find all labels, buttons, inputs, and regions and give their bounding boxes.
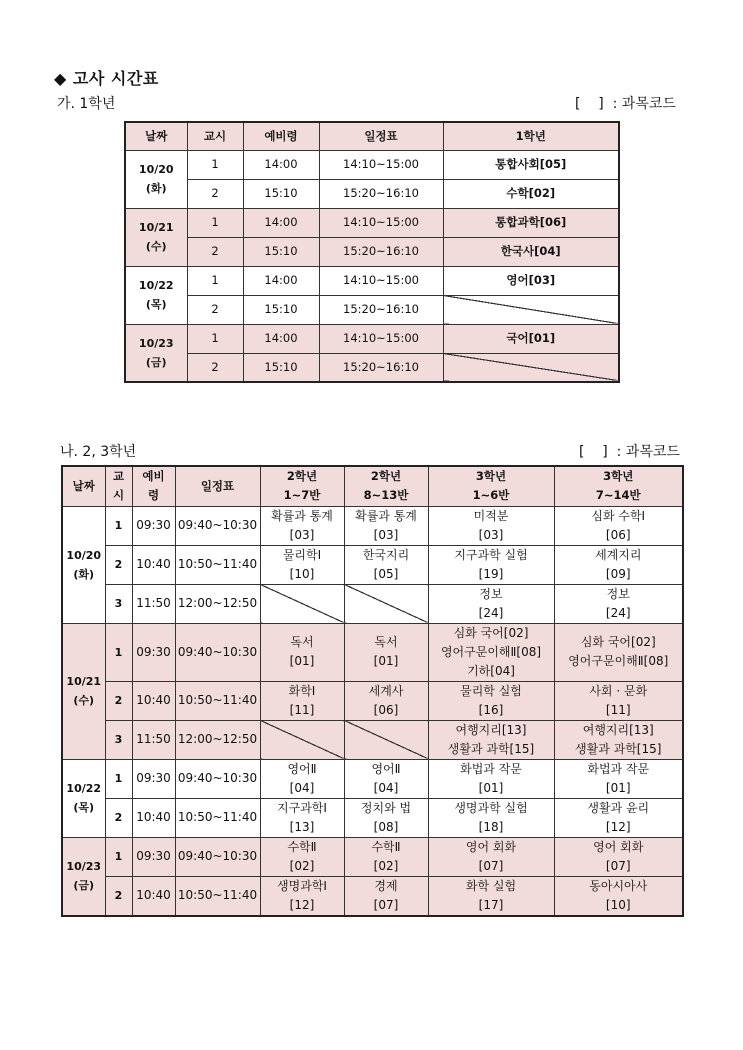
prep-cell: 11:50: [132, 584, 175, 623]
prep-cell: 09:30: [132, 506, 175, 545]
table-row: [62, 837, 683, 876]
date-cell: 10/21 (수): [125, 208, 187, 266]
header-period: 교시: [187, 122, 243, 150]
grade3-class7-14-subject: 영어 회화 [07]: [554, 837, 683, 876]
period-cell: 1: [105, 506, 132, 545]
period-cell: 1: [187, 324, 243, 353]
prep-cell: 15:10: [243, 179, 319, 208]
subject-cell: 수학[02]: [443, 179, 619, 208]
period-cell: 1: [187, 266, 243, 295]
grade3-class1-6-subject: 미적분 [03]: [428, 506, 554, 545]
prep-cell: 10:40: [132, 798, 175, 837]
grade3-class7-14-subject: 심화 수학Ⅰ [06]: [554, 506, 683, 545]
time-cell: 10:50~11:40: [175, 798, 260, 837]
grade3-class1-6-subject: 영어 회화 [07]: [428, 837, 554, 876]
table-row: [62, 506, 683, 545]
time-cell: 10:50~11:40: [175, 876, 260, 916]
table-row: [125, 179, 619, 208]
table-row: [62, 798, 683, 837]
prep-cell: 09:30: [132, 837, 175, 876]
grade3-class1-6-subject: 여행지리[13] 생활과 과학[15]: [428, 720, 554, 759]
grade2-class1-7-subject: 지구과학Ⅰ [13]: [260, 798, 344, 837]
grade2-class1-7-subject: 수학Ⅱ [02]: [260, 837, 344, 876]
grade2-class1-7-subject: 물리학Ⅰ [10]: [260, 545, 344, 584]
table-row: [62, 720, 683, 759]
grade2-class8-13-subject: 경제 [07]: [344, 876, 428, 916]
time-cell: 14:10~15:00: [319, 150, 443, 179]
grade2-class8-13-subject: 수학Ⅱ [02]: [344, 837, 428, 876]
time-cell: 12:00~12:50: [175, 584, 260, 623]
time-cell: 15:20~16:10: [319, 353, 443, 382]
subject-cell: [443, 295, 619, 324]
time-cell: 09:40~10:30: [175, 759, 260, 798]
header-period: 교 시: [105, 466, 132, 506]
period-cell: 1: [187, 150, 243, 179]
grade2-class1-7-subject: 화학Ⅰ [11]: [260, 681, 344, 720]
header-grade1: 1학년: [443, 122, 619, 150]
grade3-class7-14-subject: 사회 · 문화 [11]: [554, 681, 683, 720]
time-cell: 09:40~10:30: [175, 506, 260, 545]
period-cell: 2: [187, 295, 243, 324]
time-cell: 10:50~11:40: [175, 545, 260, 584]
time-cell: 14:10~15:00: [319, 324, 443, 353]
date-cell: 10/23 (금): [62, 837, 105, 916]
table-row: [62, 584, 683, 623]
grade23-heading: 나. 2, 3학년: [60, 444, 137, 460]
subject-cell: 국어[01]: [443, 324, 619, 353]
subject-cell: 통합과학[06]: [443, 208, 619, 237]
grade23-code-note: [ ] : 과목코드: [579, 444, 680, 460]
grade2-class8-13-subject: 세계사 [06]: [344, 681, 428, 720]
grade2-class8-13-subject: 독서 [01]: [344, 623, 428, 681]
time-cell: 14:10~15:00: [319, 266, 443, 295]
prep-cell: 10:40: [132, 876, 175, 916]
period-cell: 1: [187, 208, 243, 237]
grade3-class7-14-subject: 여행지리[13] 생활과 과학[15]: [554, 720, 683, 759]
grade2-class1-7-subject: 독서 [01]: [260, 623, 344, 681]
date-cell: 10/20 (화): [125, 150, 187, 208]
subject-cell: 한국사[04]: [443, 237, 619, 266]
subject-cell: [443, 353, 619, 382]
prep-cell: 09:30: [132, 759, 175, 798]
time-cell: 12:00~12:50: [175, 720, 260, 759]
header-schedule: 일정표: [175, 466, 260, 506]
prep-cell: 09:30: [132, 623, 175, 681]
grade2-class8-13-subject: 한국지리 [05]: [344, 545, 428, 584]
time-cell: 15:20~16:10: [319, 237, 443, 266]
grade2-class8-13-subject: [344, 584, 428, 623]
table-row: [125, 150, 619, 179]
table-row: [125, 208, 619, 237]
grade2-class1-7-subject: 확률과 통계 [03]: [260, 506, 344, 545]
table-row: [62, 545, 683, 584]
header-date: 날짜: [62, 466, 105, 506]
header-schedule: 일정표: [319, 122, 443, 150]
table-row: [125, 266, 619, 295]
date-cell: 10/22 (목): [62, 759, 105, 837]
table-row: [62, 759, 683, 798]
grade3-class7-14-subject: 동아시아사 [10]: [554, 876, 683, 916]
period-cell: 2: [105, 545, 132, 584]
header-grade2-class8-13: 2학년 8~13반: [344, 466, 428, 506]
grade3-class7-14-subject: 생활과 윤리 [12]: [554, 798, 683, 837]
table-row: [62, 623, 683, 681]
period-cell: 2: [187, 237, 243, 266]
grade3-class1-6-subject: 화법과 작문 [01]: [428, 759, 554, 798]
period-cell: 2: [187, 179, 243, 208]
grade2-class1-7-subject: 생명과학Ⅰ [12]: [260, 876, 344, 916]
period-cell: 3: [105, 720, 132, 759]
time-cell: 09:40~10:30: [175, 623, 260, 681]
grade3-class1-6-subject: 생명과학 실험 [18]: [428, 798, 554, 837]
time-cell: 14:10~15:00: [319, 208, 443, 237]
header-prep: 예비 령: [132, 466, 175, 506]
grade2-class8-13-subject: 정치와 법 [08]: [344, 798, 428, 837]
prep-cell: 15:10: [243, 295, 319, 324]
grade3-class7-14-subject: 화법과 작문 [01]: [554, 759, 683, 798]
table-row: [62, 681, 683, 720]
prep-cell: 14:00: [243, 324, 319, 353]
subject-cell: 영어[03]: [443, 266, 619, 295]
grade23-exam-table: [61, 465, 684, 917]
table-row: [125, 237, 619, 266]
prep-cell: 14:00: [243, 208, 319, 237]
page-title: ◆ 고사 시간표: [54, 69, 159, 88]
header-date: 날짜: [125, 122, 187, 150]
grade1-heading: 가. 1학년: [57, 96, 116, 112]
header-prep: 예비령: [243, 122, 319, 150]
grade2-class1-7-subject: [260, 720, 344, 759]
period-cell: 3: [105, 584, 132, 623]
time-cell: 10:50~11:40: [175, 681, 260, 720]
table-row: [125, 295, 619, 324]
grade2-class1-7-subject: [260, 584, 344, 623]
grade3-class1-6-subject: 심화 국어[02] 영어구문이해Ⅱ[08] 기하[04]: [428, 623, 554, 681]
time-cell: 15:20~16:10: [319, 295, 443, 324]
grade2-class8-13-subject: [344, 720, 428, 759]
grade2-class8-13-subject: 확률과 통계 [03]: [344, 506, 428, 545]
period-cell: 2: [187, 353, 243, 382]
prep-cell: 14:00: [243, 266, 319, 295]
date-cell: 10/21 (수): [62, 623, 105, 759]
prep-cell: 15:10: [243, 353, 319, 382]
grade1-code-note: [ ] : 과목코드: [575, 96, 676, 112]
period-cell: 2: [105, 681, 132, 720]
grade3-class1-6-subject: 물리학 실험 [16]: [428, 681, 554, 720]
grade3-class1-6-subject: 화학 실험 [17]: [428, 876, 554, 916]
grade1-exam-table: [124, 121, 620, 383]
subject-cell: 통합사회[05]: [443, 150, 619, 179]
grade2-class1-7-subject: 영어Ⅱ [04]: [260, 759, 344, 798]
date-cell: 10/23 (금): [125, 324, 187, 382]
grade3-class7-14-subject: 심화 국어[02] 영어구문이해Ⅱ[08]: [554, 623, 683, 681]
period-cell: 2: [105, 798, 132, 837]
grade3-class7-14-subject: 세계지리 [09]: [554, 545, 683, 584]
grade3-class7-14-subject: 정보 [24]: [554, 584, 683, 623]
prep-cell: 15:10: [243, 237, 319, 266]
header-grade3-class1-6: 3학년 1~6반: [428, 466, 554, 506]
header-grade2-class1-7: 2학년 1~7반: [260, 466, 344, 506]
table-row: [125, 324, 619, 353]
period-cell: 1: [105, 759, 132, 798]
grade3-class1-6-subject: 정보 [24]: [428, 584, 554, 623]
grade2-class8-13-subject: 영어Ⅱ [04]: [344, 759, 428, 798]
prep-cell: 14:00: [243, 150, 319, 179]
prep-cell: 10:40: [132, 545, 175, 584]
prep-cell: 10:40: [132, 681, 175, 720]
table-row: [125, 353, 619, 382]
period-cell: 1: [105, 837, 132, 876]
table-row: [62, 876, 683, 916]
header-grade3-class7-14: 3학년 7~14반: [554, 466, 683, 506]
prep-cell: 11:50: [132, 720, 175, 759]
period-cell: 1: [105, 623, 132, 681]
date-cell: 10/22 (목): [125, 266, 187, 324]
time-cell: 09:40~10:30: [175, 837, 260, 876]
period-cell: 2: [105, 876, 132, 916]
date-cell: 10/20 (화): [62, 506, 105, 623]
grade3-class1-6-subject: 지구과학 실험 [19]: [428, 545, 554, 584]
time-cell: 15:20~16:10: [319, 179, 443, 208]
